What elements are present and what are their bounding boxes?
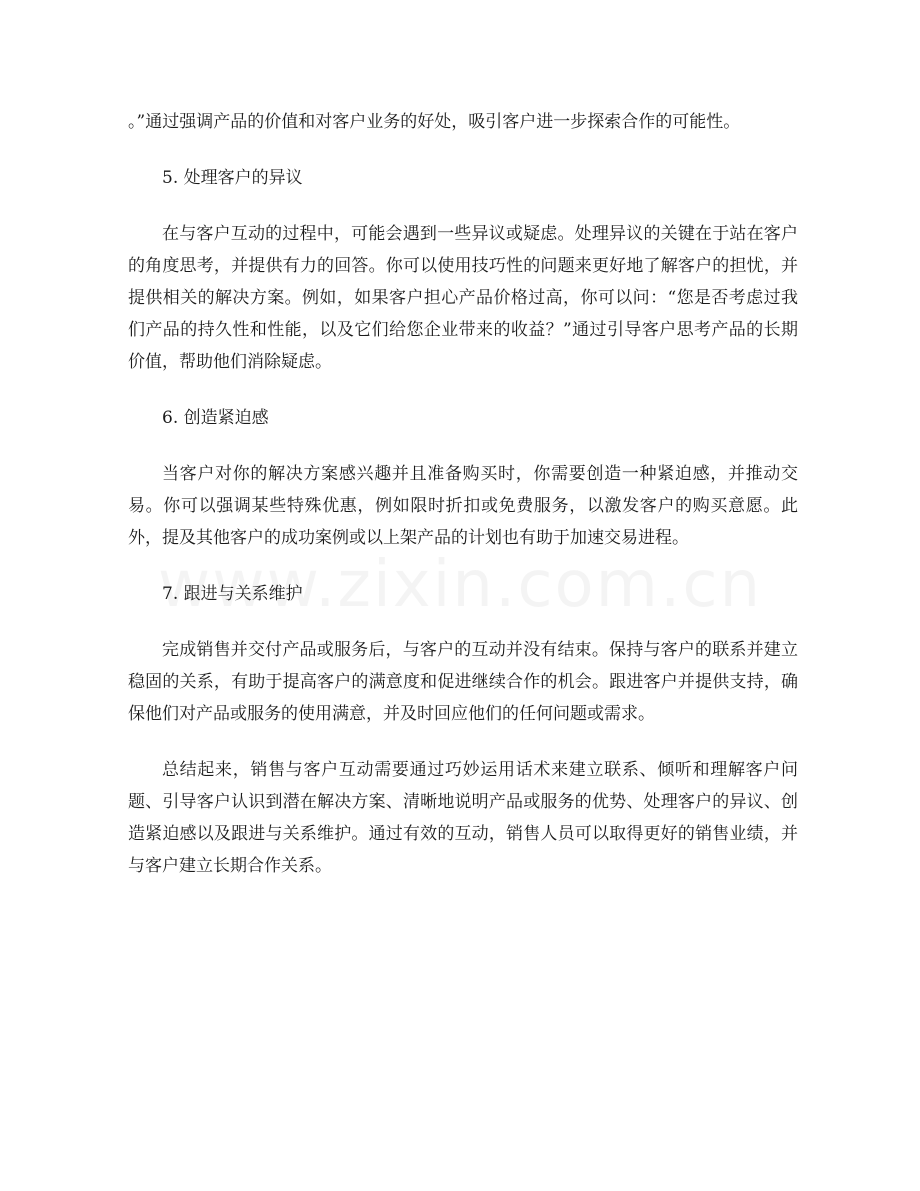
paragraph-intro-tail: 。”通过强调产品的价值和对客户业务的好处，吸引客户进一步探索合作的可能性。 <box>128 112 741 132</box>
section-heading-6: 6. 创造紧迫感 <box>162 408 269 428</box>
document-body <box>128 106 798 882</box>
section-heading-5: 5. 处理客户的异议 <box>162 168 303 188</box>
paragraph-follow-up: 完成销售并交付产品或服务后，与客户的互动并没有结束。保持与客户的联系并建立稳固的关系，有助于提高客户的满意度和促进继续合作的机会。跟进客户并提供支持，确保他们对产品或服务的使用满意，并及时回应他们的任何问题或需求。 <box>128 640 798 724</box>
section-heading-7: 7. 跟进与关系维护 <box>162 584 303 604</box>
paragraph-urgency: 当客户对你的解决方案感兴趣并且准备购买时，你需要创造一种紧迫感，并推动交易。你可以强调某些特殊优惠，例如限时折扣或免费服务，以激发客户的购买意愿。此外，提及其他客户的成功案例或以上架产品的计划也有助于加速交易进程。 <box>128 464 798 548</box>
paragraph-objections: 在与客户互动的过程中，可能会遇到一些异议或疑虑。处理异议的关键在于站在客户的角度思考，并提供有力的回答。你可以使用技巧性的问题来更好地了解客户的担忧，并提供相关的解决方案。例如，如果客户担心产品价格过高，你可以问：“您是否考虑过我们产品的持久性和性能，以及它们给您企业带来的收益？”通过引导客户思考产品的长期价值，帮助他们消除疑虑。 <box>128 224 798 372</box>
paragraph-summary: 总结起来，销售与客户互动需要通过巧妙运用话术来建立联系、倾听和理解客户问题、引导客户认识到潜在解决方案、清晰地说明产品或服务的优势、处理客户的异议、创造紧迫感以及跟进与关系维护。通过有效的互动，销售人员可以取得更好的销售业绩，并与客户建立长期合作关系。 <box>128 760 798 876</box>
